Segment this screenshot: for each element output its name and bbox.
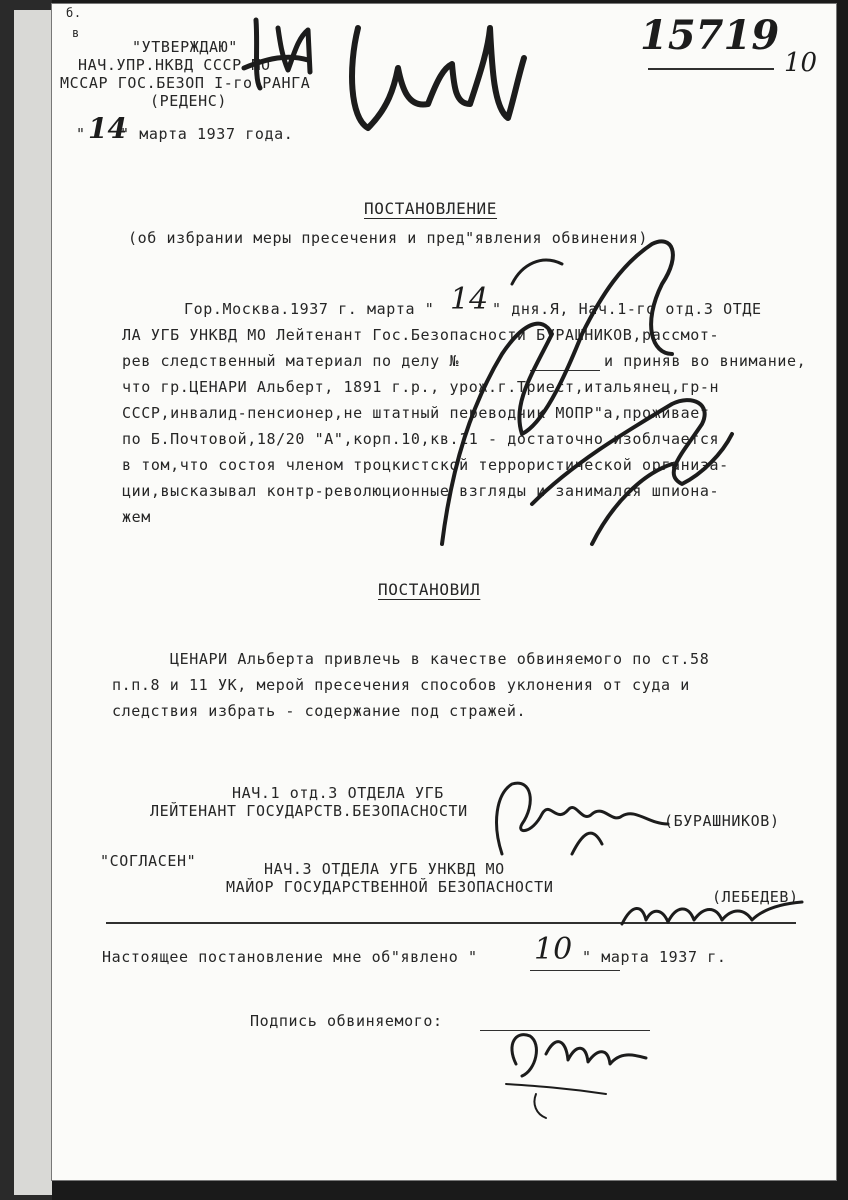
document-title: ПОСТАНОВЛЕНИЕ [364,199,498,218]
decision-line-3: следствия избрать - содержание под стражей. [112,702,527,720]
body-line-3-tail: и приняв во внимание, [604,352,807,370]
announcement-date-underline [530,970,620,971]
case-number-blank [530,370,600,371]
body-line-1: Гор.Москва.1937 г. марта " [184,300,435,318]
accused-signature-label: Подпись обвиняемого: [250,1012,443,1030]
decision-line-1: ЦЕНАРИ Альберта привлечь в качестве обвиняемого по ст.58 [170,650,710,668]
announcement-text: Настоящее постановление мне об"явлено " [102,948,478,966]
body-line-7: в том,что состоя членом троцкистской террористической организа- [122,456,729,474]
archive-number-underline [648,68,774,70]
archive-number: 15719 [640,12,780,59]
signatory-2-name: (ЛЕБЕДЕВ) [712,888,799,906]
corner-mark-2: в [72,26,80,40]
body-day-handwritten: 14 [450,282,489,317]
body-line-6: по Б.Почтовой,18/20 "А",корп.10,кв.11 - достаточно изоблчается [122,430,720,448]
body-line-2: ЛА УГБ УНКВД МО Лейтенант Гос.Безопасности БУРАШНИКОВ,рассмот- [122,326,720,344]
document-subtitle: (об избрании меры пресечения и пред"явления обвинения) [128,229,649,247]
body-line-3: рев следственный материал по делу № [122,352,460,370]
body-line-4: что гр.ЦЕНАРИ Альберт, 1891 г.р., урож.г.Триест,итальянец,гр-н [122,378,720,396]
signatory-2-line-1: НАЧ.3 ОТДЕЛА УГБ УНКВД МО [264,860,505,878]
signatory-1-line-2: ЛЕЙТЕНАНТ ГОСУДАРСТВ.БЕЗОПАСНОСТИ [150,802,468,820]
approval-date-quote: " [76,125,86,143]
announcement-day-handwritten: 10 [534,932,573,967]
document-page [52,4,836,1180]
approval-title: "УТВЕРЖДАЮ" [132,38,238,56]
body-line-9: жем [122,508,151,526]
approval-line-1: НАЧ.УПР.НКВД СССР МО [78,56,271,74]
sheet-number: 10 [784,48,818,78]
approval-line-2: МССАР ГОС.БЕЗОП I-го РАНГА [60,74,311,92]
underlying-page-edge [14,10,52,1195]
signatory-1-line-1: НАЧ.1 отд.3 ОТДЕЛА УГБ [232,784,444,802]
body-line-5: СССР,инвалид-пенсионер,не штатный переводчик МОПР"а,проживает [122,404,710,422]
signatory-1-name: (БУРАШНИКОВ) [664,812,780,830]
approval-date-day-handwritten: 14 [88,112,127,145]
decision-line-2: п.п.8 и 11 УК, мерой пресечения способов уклонения от суда и [112,676,690,694]
corner-mark-1: б. [66,6,82,20]
signatory-2-agreed: "СОГЛАСЕН" [100,852,197,870]
separator-line [106,922,796,924]
body-line-1-tail: " дня.Я, Нач.1-го отд.3 ОТДЕ [492,300,762,318]
accused-signature-line [480,1030,650,1031]
approval-line-3: (РЕДЕНС) [150,92,228,110]
signatory-2-line-2: МАЙОР ГОСУДАРСТВЕННОЙ БЕЗОПАСНОСТИ [226,878,554,896]
body-line-8: ции,высказывал контр-революционные взгляды и занимался шпиона- [122,482,720,500]
approval-date-rest: " марта 1937 года. [120,125,294,143]
announcement-rest: " марта 1937 г. [582,948,727,966]
decision-title: ПОСТАНОВИЛ [378,580,481,599]
